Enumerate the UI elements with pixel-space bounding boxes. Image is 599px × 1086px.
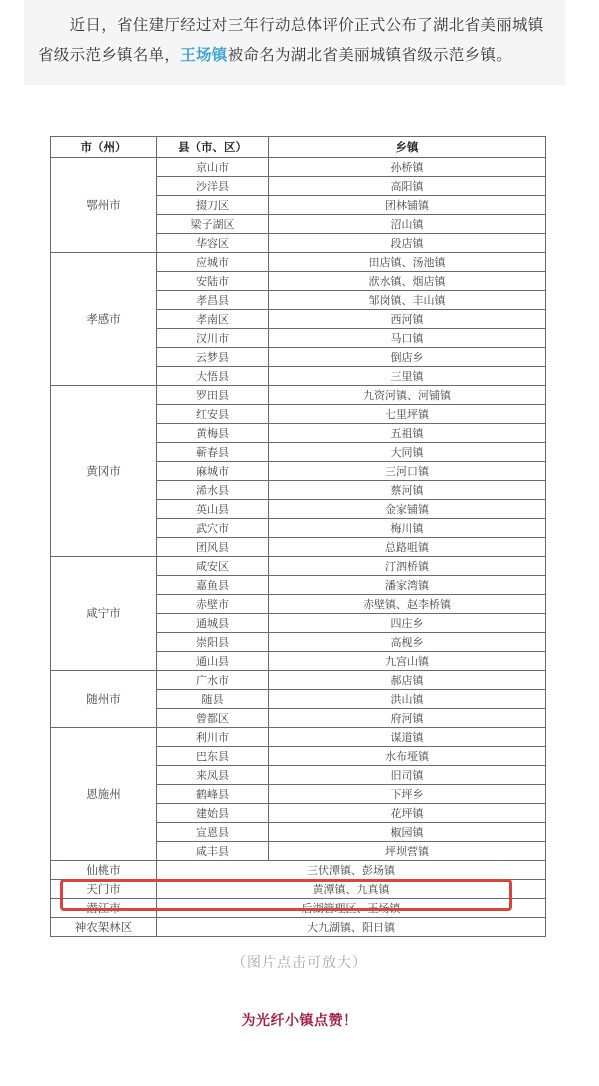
county-cell: 咸丰县 [157,842,269,861]
table-row [51,728,546,747]
town-cell: 段店镇 [269,234,546,253]
city-cell: 黄冈市 [51,386,157,557]
intro-text-before: 近日，省住建厅经过对三年行动总体评价正式公布了湖北省美丽城镇省级示范乡镇名单， [38,16,544,64]
town-cell: 水布垭镇 [269,747,546,766]
town-cell: 大同镇 [269,443,546,462]
town-cell: 花坪镇 [269,804,546,823]
county-cell: 曾都区 [157,709,269,728]
county-cell: 嘉鱼县 [157,576,269,595]
county-cell: 利川市 [157,728,269,747]
header-county: 县（市、区） [157,137,269,158]
county-cell: 京山市 [157,158,269,177]
county-cell: 英山县 [157,500,269,519]
town-cell: 下坪乡 [269,785,546,804]
town-cell: 后湖管理区、王场镇 [157,899,546,918]
town-cell: 沼山镇 [269,215,546,234]
town-cell: 黄潭镇、九真镇 [157,880,546,899]
town-cell: 坪坝营镇 [269,842,546,861]
town-cell: 九宫山镇 [269,652,546,671]
county-cell: 巴东县 [157,747,269,766]
town-cell: 高枧乡 [269,633,546,652]
town-cell: 总路咀镇 [269,538,546,557]
town-cell: 潘家湾镇 [269,576,546,595]
city-cell: 仙桃市 [51,861,157,880]
town-cell: 郝店镇 [269,671,546,690]
city-cell: 随州市 [51,671,157,728]
town-cell: 谋道镇 [269,728,546,747]
town-cell: 蔡河镇 [269,481,546,500]
town-cell: 汀泗桥镇 [269,557,546,576]
town-cell: 孙桥镇 [269,158,546,177]
county-cell: 大悟县 [157,367,269,386]
table-body [51,158,546,937]
table-row [51,861,546,880]
town-cell: 旧司镇 [269,766,546,785]
town-cell: 府河镇 [269,709,546,728]
county-cell: 广水市 [157,671,269,690]
town-cell: 椒园镇 [269,823,546,842]
town-cell: 七里坪镇 [269,405,546,424]
county-cell: 汉川市 [157,329,269,348]
town-cell: 团林铺镇 [269,196,546,215]
city-cell: 天门市 [51,880,157,899]
county-cell: 应城市 [157,253,269,272]
county-cell: 罗田县 [157,386,269,405]
county-cell: 武穴市 [157,519,269,538]
county-cell: 崇阳县 [157,633,269,652]
county-cell: 通山县 [157,652,269,671]
county-cell: 建始县 [157,804,269,823]
header-city: 市（州） [51,137,157,158]
town-cell: 高阳镇 [269,177,546,196]
qianjiang-highlight-box [60,879,512,911]
town-cell: 九资河镇、河铺镇 [269,386,546,405]
header-town: 乡镇 [269,137,546,158]
demo-towns-table-image[interactable] [50,136,545,937]
table-row [51,557,546,576]
city-cell: 孝感市 [51,253,157,386]
intro-text-after: 被命名为湖北省美丽城镇省级示范乡镇。 [227,46,513,64]
town-cell: 大九湖镇、阳日镇 [157,918,546,937]
county-cell: 梁子湖区 [157,215,269,234]
town-cell: 田店镇、汤池镇 [269,253,546,272]
town-cell: 三河口镇 [269,462,546,481]
county-cell: 孝南区 [157,310,269,329]
county-cell: 鹤峰县 [157,785,269,804]
praise-text: 为光纤小镇点赞！ [241,1013,358,1029]
county-cell: 随县 [157,690,269,709]
image-caption: （图片点击可放大） [232,955,367,971]
intro-highlight-town: 王场镇 [180,46,228,64]
county-cell: 云梦县 [157,348,269,367]
county-cell: 通城县 [157,614,269,633]
table-header-row [51,137,546,158]
town-cell: 倒店乡 [269,348,546,367]
city-cell: 鄂州市 [51,158,157,253]
county-cell: 蕲春县 [157,443,269,462]
town-cell: 马口镇 [269,329,546,348]
town-cell: 三里镇 [269,367,546,386]
town-cell: 五祖镇 [269,424,546,443]
intro-paragraph [24,0,565,85]
county-cell: 掇刀区 [157,196,269,215]
town-cell: 金家铺镇 [269,500,546,519]
table-row [51,158,546,177]
town-cell: 梅川镇 [269,519,546,538]
county-cell: 来凤县 [157,766,269,785]
town-cell: 赤壁镇、赵李桥镇 [269,595,546,614]
city-cell: 恩施州 [51,728,157,861]
table-row [51,918,546,937]
county-cell: 黄梅县 [157,424,269,443]
county-cell: 团风县 [157,538,269,557]
county-cell: 咸安区 [157,557,269,576]
town-cell: 四庄乡 [269,614,546,633]
city-cell: 咸宁市 [51,557,157,671]
county-cell: 沙洋县 [157,177,269,196]
table-row [51,253,546,272]
county-cell: 麻城市 [157,462,269,481]
county-cell: 浠水县 [157,481,269,500]
city-cell: 神农架林区 [51,918,157,937]
county-cell: 孝昌县 [157,291,269,310]
town-cell: 西河镇 [269,310,546,329]
table-row [51,671,546,690]
county-cell: 华容区 [157,234,269,253]
table-row [51,386,546,405]
town-cell: 邹岗镇、丰山镇 [269,291,546,310]
county-cell: 宣恩县 [157,823,269,842]
town-cell: 洪山镇 [269,690,546,709]
town-cell: 洑水镇、烟店镇 [269,272,546,291]
town-cell: 三伏潭镇、彭场镇 [157,861,546,880]
county-cell: 赤壁市 [157,595,269,614]
county-cell: 红安县 [157,405,269,424]
county-cell: 安陆市 [157,272,269,291]
city-cell: 潜江市 [51,899,157,918]
demo-towns-table [50,136,546,937]
